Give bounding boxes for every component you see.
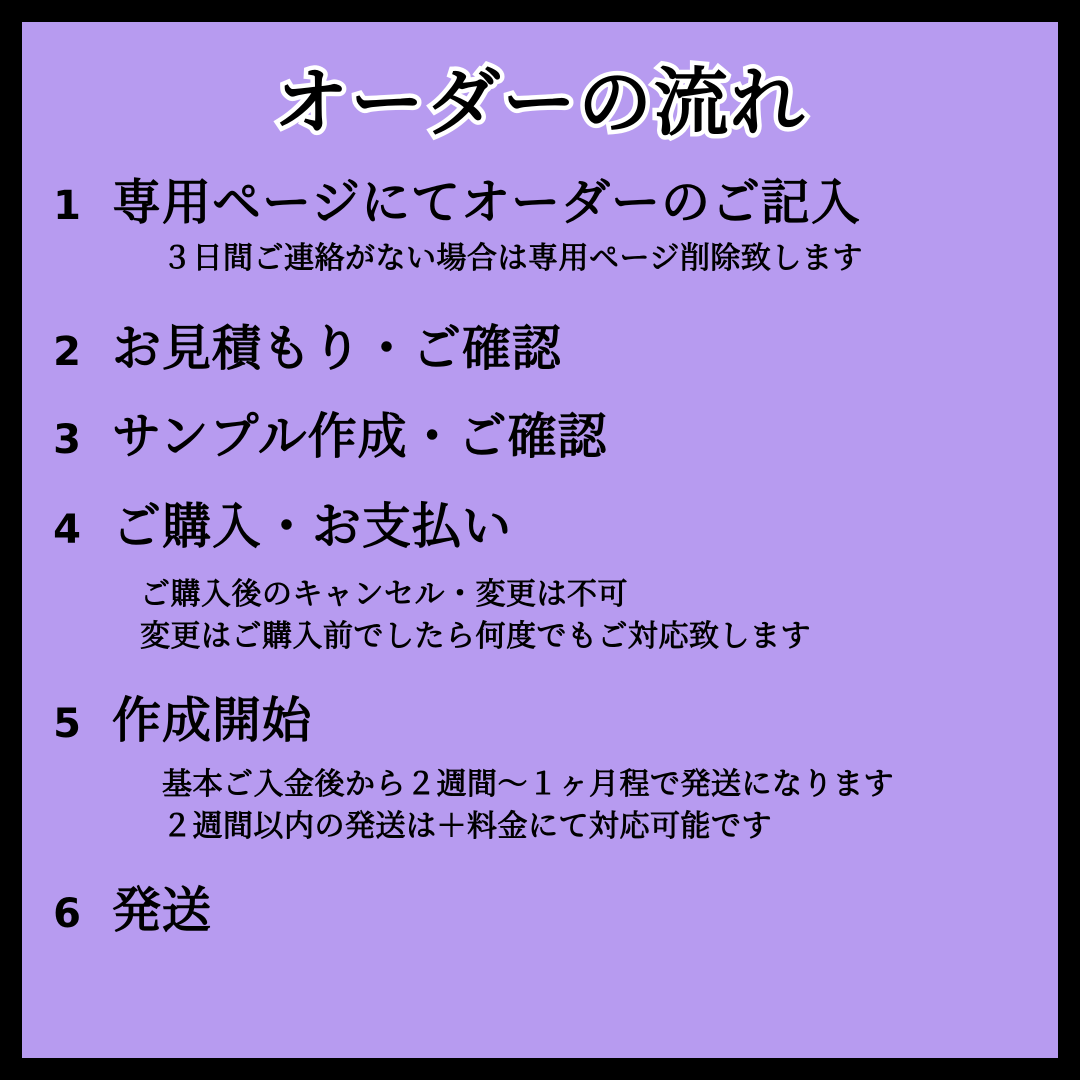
step-header bbox=[22, 406, 1058, 468]
step-note: 基本ご入金後から２週間〜１ヶ月程で発送になります bbox=[162, 767, 894, 802]
step-number: 4 bbox=[53, 507, 81, 553]
step-number: 5 bbox=[53, 701, 81, 747]
list-item bbox=[22, 406, 1058, 468]
list-item bbox=[22, 880, 1058, 942]
step-number: 3 bbox=[53, 417, 81, 463]
step-label: お見積もり・ご確認 bbox=[112, 320, 563, 377]
list-item bbox=[22, 318, 1058, 380]
step-notes bbox=[140, 764, 1058, 848]
step-header bbox=[22, 496, 1058, 558]
step-label: ご購入・お支払い bbox=[112, 498, 513, 555]
step-number: 2 bbox=[53, 329, 81, 375]
step-number: 1 bbox=[53, 183, 81, 229]
list-item bbox=[22, 172, 1058, 280]
step-notes bbox=[140, 574, 1058, 658]
page-title: オーダーの流れ bbox=[274, 60, 806, 146]
step-note: ２週間以内の発送は＋料金にて対応可能です bbox=[162, 809, 772, 844]
step-note: ご購入後のキャンセル・変更は不可 bbox=[140, 577, 628, 612]
step-notes bbox=[140, 238, 1058, 280]
list-item bbox=[22, 690, 1058, 848]
steps-list bbox=[22, 172, 1058, 942]
step-label: 作成開始 bbox=[112, 692, 313, 749]
step-header bbox=[22, 172, 1058, 234]
step-header bbox=[22, 880, 1058, 942]
step-label: 発送 bbox=[112, 882, 213, 939]
step-number: 6 bbox=[53, 891, 81, 937]
step-header bbox=[22, 318, 1058, 380]
content-panel bbox=[22, 22, 1058, 1058]
list-item bbox=[22, 496, 1058, 658]
step-label: 専用ページにてオーダーのご記入 bbox=[112, 174, 862, 231]
step-note: ３日間ご連絡がない場合は専用ページ削除致します bbox=[162, 241, 863, 276]
step-header bbox=[22, 690, 1058, 752]
step-label: サンプル作成・ご確認 bbox=[112, 408, 608, 465]
step-note: 変更はご購入前でしたら何度でもご対応致します bbox=[140, 619, 811, 654]
